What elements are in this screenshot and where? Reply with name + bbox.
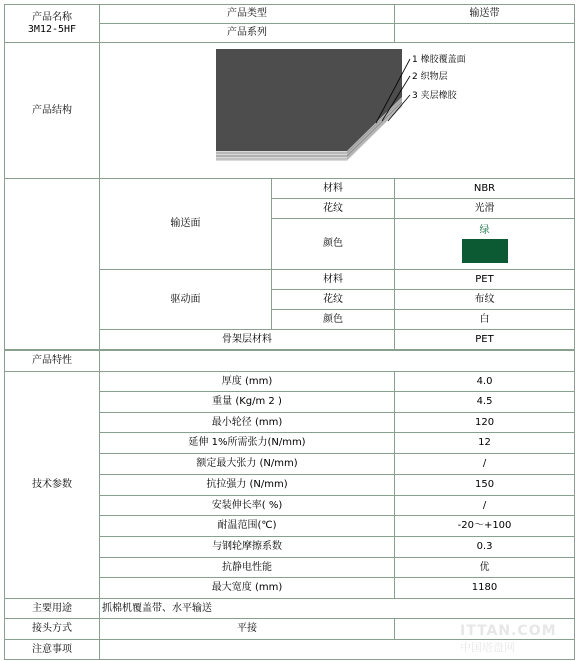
usage-value: 抓棉机覆盖带、水平输送	[100, 599, 575, 619]
conveying-color-label: 颜色	[272, 219, 395, 270]
tech-row-label: 耐温范围(℃)	[100, 516, 395, 537]
belt-top-cover	[216, 49, 402, 151]
tech-row-label: 最小轮径 (mm)	[100, 413, 395, 433]
conveying-pattern-value: 光滑	[395, 199, 575, 219]
product-name-value: 3M12-5HF	[27, 23, 77, 35]
product-series-value	[395, 24, 575, 43]
characteristics-label: 产品特性	[5, 351, 100, 372]
drive-color-label: 颜色	[272, 310, 395, 330]
conveying-pattern-label: 花纹	[272, 199, 395, 219]
tech-row-label: 抗拉强力 (N/mm)	[100, 475, 395, 496]
drive-pattern-value: 布纹	[395, 290, 575, 310]
drive-material-label: 材料	[272, 270, 395, 290]
tech-row-label: 厚度 (mm)	[100, 372, 395, 392]
tech-row-value: 150	[395, 475, 575, 496]
conveying-color-value: 绿	[479, 225, 490, 236]
tech-row-value: 120	[395, 413, 575, 433]
callout-label-3: 3 夹层橡胶	[412, 91, 457, 101]
drive-material-value: PET	[395, 270, 575, 290]
watermark-line-2: 中国塔盘网	[460, 641, 515, 654]
drive-pattern-label: 花纹	[272, 290, 395, 310]
product-name-cell	[5, 5, 100, 43]
tech-row-value: 优	[395, 558, 575, 578]
tech-row-value: /	[395, 454, 575, 475]
drive-color-value: 白	[395, 310, 575, 330]
tech-row-value: 1180	[395, 578, 575, 599]
product-type-label: 产品类型	[100, 5, 395, 24]
joint-value: 平接	[100, 619, 395, 640]
tech-row-label: 延伸 1%所需张力(N/mm)	[100, 433, 395, 454]
product-spec-table-lower	[4, 350, 575, 660]
usage-label: 主要用途	[5, 599, 100, 619]
green-color-swatch	[462, 239, 508, 263]
conveying-face-label: 输送面	[100, 179, 272, 270]
drive-face-label: 驱动面	[100, 270, 272, 330]
product-series-label: 产品系列	[100, 24, 395, 43]
conveying-material-value: NBR	[395, 179, 575, 199]
tech-row-value: /	[395, 496, 575, 516]
belt-structure-diagram	[102, 43, 572, 174]
conveying-color-cell	[395, 219, 575, 270]
watermark-line-1: ITTAN.COM	[460, 623, 557, 639]
tech-row-label: 抗静电性能	[100, 558, 395, 578]
product-type-value: 输送带	[395, 5, 575, 24]
tech-params-label: 技术参数	[5, 372, 100, 599]
joint-label: 接头方式	[5, 619, 100, 640]
tech-row-label: 重量 (Kg/m 2 )	[100, 392, 395, 413]
tech-row-value: 12	[395, 433, 575, 454]
conveying-material-label: 材料	[272, 179, 395, 199]
structure-detail-spacer	[5, 179, 100, 350]
tech-row-label: 与钢轮摩擦系数	[100, 537, 395, 558]
characteristics-value	[100, 351, 575, 372]
tech-row-value: -20～+100	[395, 516, 575, 537]
tech-row-value: 4.5	[395, 392, 575, 413]
tech-row-label: 最大宽度 (mm)	[100, 578, 395, 599]
site-watermark	[460, 623, 570, 653]
tech-row-value: 0.3	[395, 537, 575, 558]
tech-row-label: 额定最大张力 (N/mm)	[100, 454, 395, 475]
product-spec-table	[4, 4, 575, 350]
structure-label: 产品结构	[5, 43, 100, 179]
notes-label: 注意事项	[5, 640, 100, 660]
tech-row-label: 安装伸长率( %)	[100, 496, 395, 516]
product-name-label: 产品名称	[32, 11, 72, 23]
callout-label-1: 1 橡胶覆盖面	[412, 55, 466, 65]
skeleton-material-value: PET	[395, 330, 575, 350]
callout-label-2: 2 织物层	[412, 72, 448, 82]
skeleton-material-label: 骨架层材料	[100, 330, 395, 350]
structure-diagram-cell	[100, 43, 575, 179]
tech-row-value: 4.0	[395, 372, 575, 392]
